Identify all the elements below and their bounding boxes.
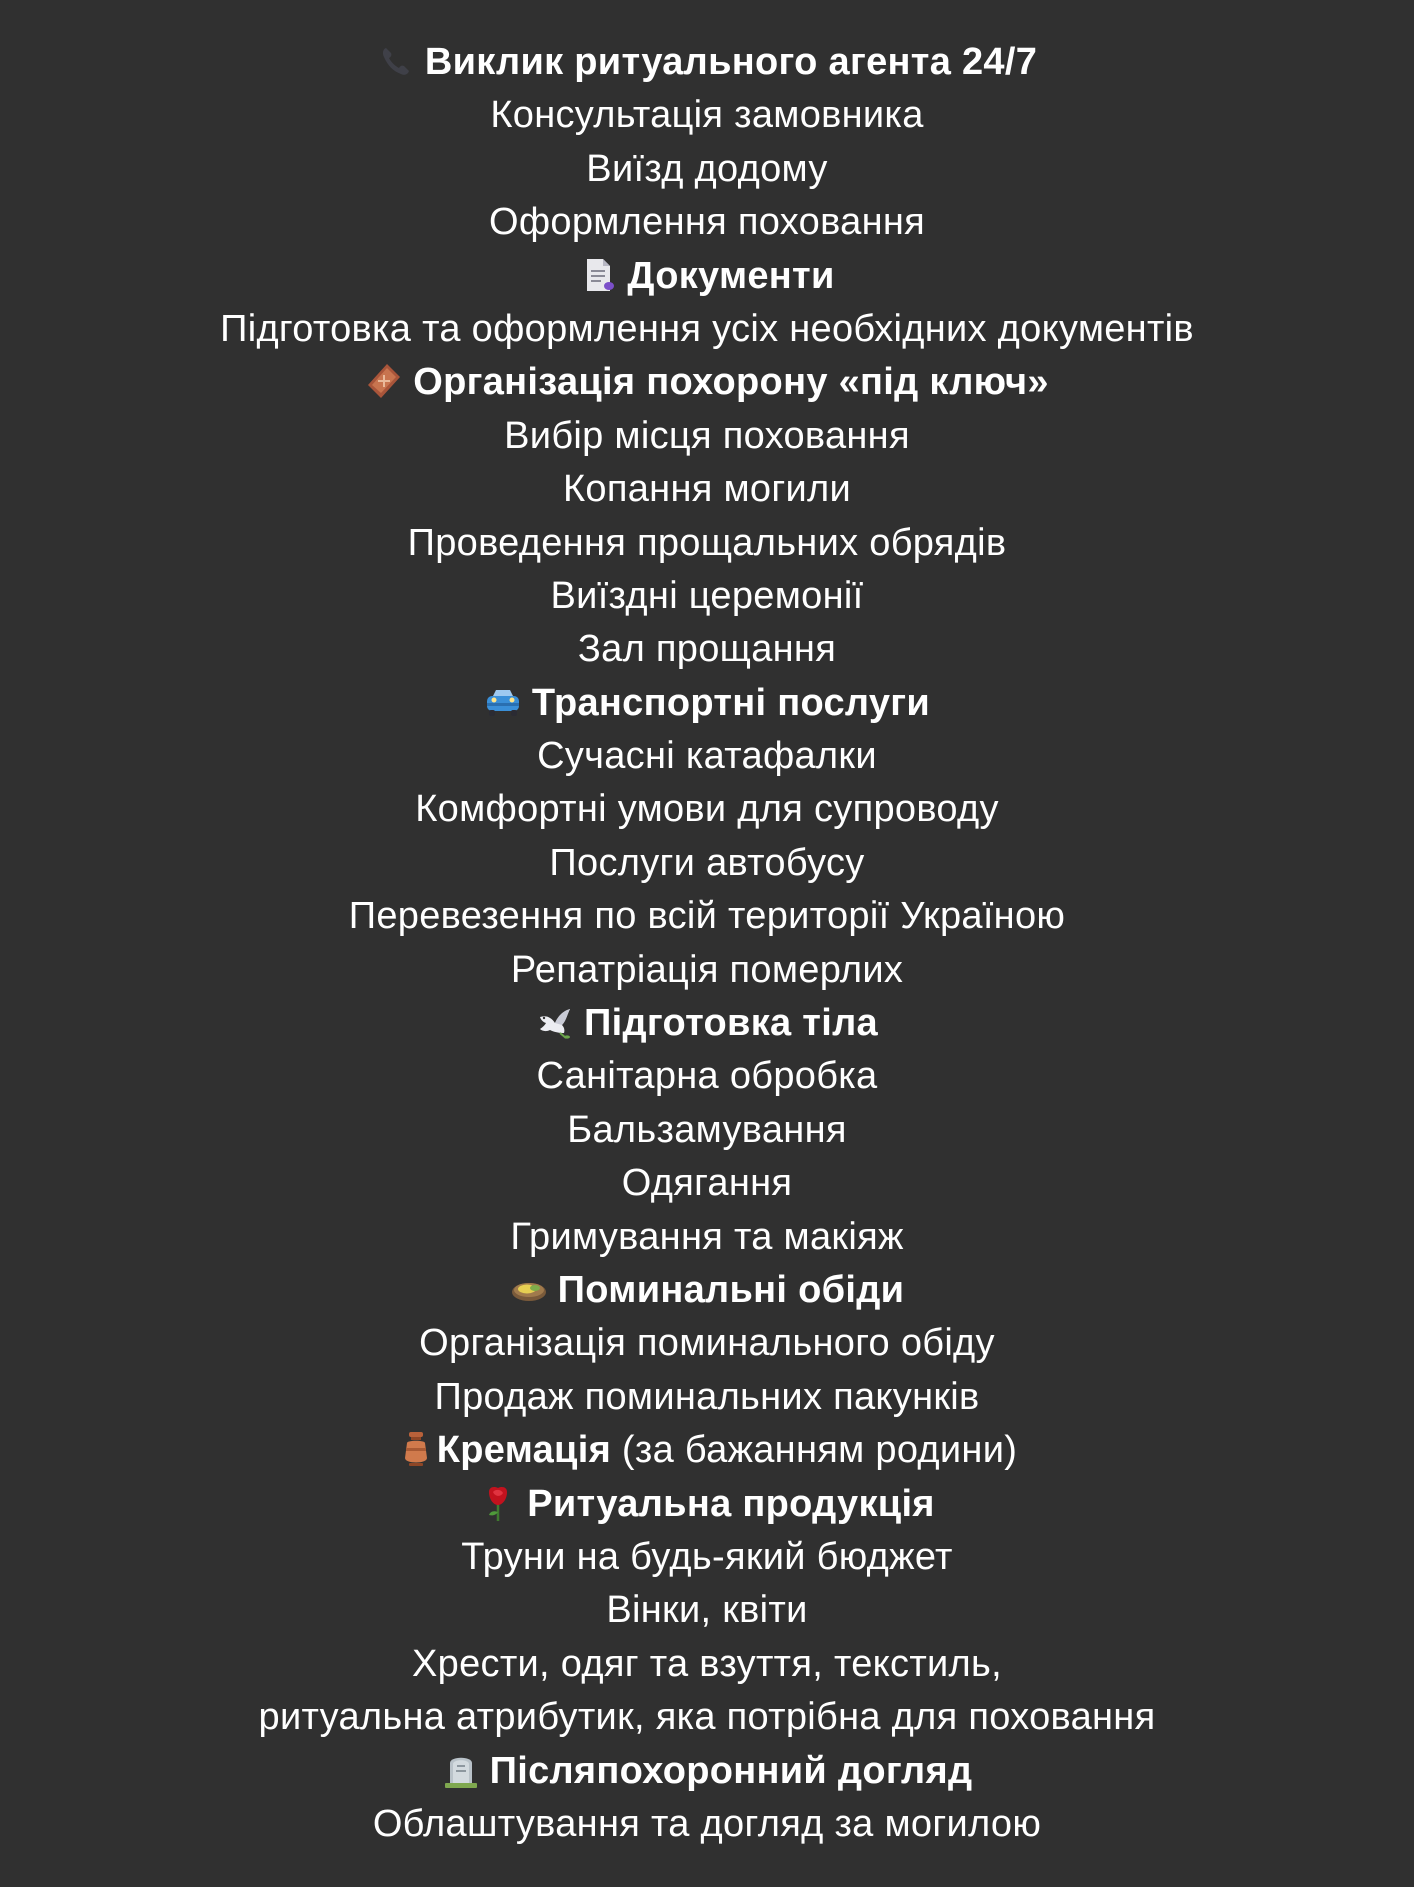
- list-item: ритуальна атрибутик, яка потрібна для поховання: [258, 1696, 1156, 1739]
- list-item: Одягання: [621, 1162, 793, 1205]
- list-item: Проведення прощальних обрядів: [407, 521, 1007, 564]
- list-item: Комфортні умови для супроводу: [415, 788, 999, 831]
- section-title: Підготовка тіла: [584, 1002, 878, 1045]
- list-item: Зал прощання: [577, 628, 837, 671]
- headstone-icon: [442, 1751, 480, 1789]
- coffin-icon: [365, 362, 403, 400]
- car-icon: [484, 683, 522, 721]
- list-item: Вибір місця поховання: [504, 414, 910, 457]
- section-title: Післяпохоронний догляд: [489, 1749, 973, 1792]
- list-item: Бальзамування: [567, 1108, 847, 1151]
- list-item: Підготовка та оформлення усіх необхідних документів: [220, 307, 1194, 350]
- section-heading-call: [0, 36, 1414, 89]
- section-title: Поминальні обіди: [557, 1268, 905, 1311]
- section-title: Виклик ритуального агента 24/7: [424, 41, 1038, 83]
- section-heading-documents: [0, 250, 1414, 303]
- list-item: Виїзд додому: [586, 147, 828, 190]
- section-title: Ритуальна продукція: [527, 1482, 935, 1525]
- section-heading-memorial-dinners: [0, 1264, 1414, 1317]
- phone-icon: [377, 42, 415, 80]
- list-item: Продаж поминальних пакунків: [434, 1375, 980, 1418]
- list-item: Виїздні церемонії: [550, 574, 864, 617]
- list-item: Репатріація померлих: [510, 948, 904, 991]
- list-item: Труни на будь-який бюджет: [461, 1535, 953, 1578]
- section-heading-transport: [0, 677, 1414, 730]
- list-item: Сучасні катафалки: [537, 735, 877, 778]
- list-item: Вінки, квіти: [606, 1589, 808, 1632]
- list-item: Хрести, одяг та взуття, текстиль,: [412, 1642, 1002, 1685]
- document-icon: [579, 256, 617, 294]
- list-item: Гримування та макіяж: [510, 1215, 904, 1258]
- list-item: Санітарна обробка: [536, 1055, 878, 1098]
- section-heading-body-preparation: [0, 997, 1414, 1050]
- section-title: Документи: [627, 254, 835, 297]
- section-title: Транспортні послуги: [531, 681, 931, 724]
- list-item: Облаштування та догляд за могилою: [372, 1802, 1042, 1845]
- section-title: Організація похорону «під ключ»: [413, 361, 1049, 404]
- section-heading-organization: [0, 356, 1414, 409]
- rose-icon: [479, 1484, 517, 1522]
- section-note: (за бажанням родини): [611, 1429, 1018, 1472]
- section-heading-products: [0, 1478, 1414, 1531]
- list-item: Оформлення поховання: [488, 201, 926, 244]
- list-item: Організація поминального обіду: [419, 1322, 995, 1365]
- section-heading-aftercare: [0, 1745, 1414, 1798]
- dove-icon: [536, 1003, 574, 1041]
- section-heading-cremation: [0, 1424, 1414, 1477]
- list-item: Копання могили: [562, 468, 852, 511]
- list-item: Консультація замовника: [490, 94, 924, 137]
- food-plate-icon: [510, 1270, 548, 1308]
- list-item: Перевезення по всій території Україною: [348, 895, 1066, 938]
- urn-icon: [397, 1430, 435, 1468]
- section-title: Кремація: [436, 1429, 612, 1472]
- list-item: Послуги автобусу: [549, 841, 865, 884]
